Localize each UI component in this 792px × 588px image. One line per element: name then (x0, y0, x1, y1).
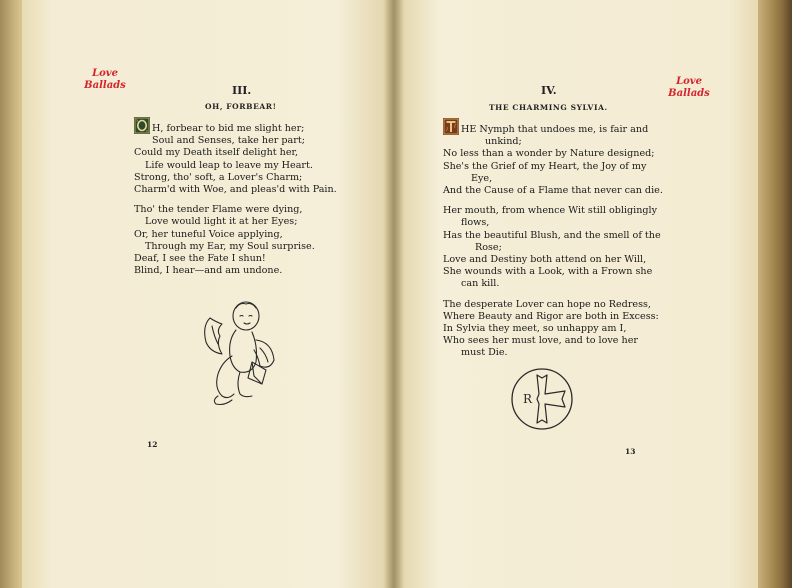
poem-line: Tho' the tender Flame were dying, (134, 204, 303, 216)
poem-line: flows, (461, 217, 490, 229)
poem-line: Life would leap to leave my Heart. (145, 159, 313, 171)
poem-line: must Die. (461, 347, 508, 359)
book-edge-right (758, 0, 792, 588)
book-gutter (384, 0, 404, 588)
poem-line: Could my Death itself delight her, (134, 147, 299, 159)
margin-label-right (664, 76, 714, 100)
printers-mark-icon (509, 366, 575, 432)
poem-title-left: OH, FORBEAR! (205, 102, 277, 111)
poem-line: Love and Destiny both attend on her Will, (443, 254, 647, 266)
poem-line: Through my Ear, my Soul surprise. (145, 240, 315, 252)
poem-line: unkind; (485, 136, 522, 148)
page-number-left: 12 (147, 440, 158, 449)
poem-line: Where Beauty and Rigor are both in Excess: (443, 310, 659, 322)
poem-line: Blind, I hear—and am undone. (134, 265, 283, 277)
page-number-right: 13 (625, 447, 636, 456)
poem-line: Her mouth, from whence Wit still obligingly (443, 205, 658, 217)
poem-line-text: H, forbear to bid me slight her; (152, 123, 305, 134)
poem-right (443, 118, 663, 360)
poem-line: Strong, tho' soft, a Lover's Charm; (134, 171, 303, 183)
poem-line: The desperate Lover can hope no Redress, (443, 298, 651, 310)
poem-line: And the Cause of a Flame that never can die. (443, 185, 663, 197)
margin-label-left-line1: Love (92, 68, 118, 79)
poem-line: Charm'd with Woe, and pleas'd with Pain. (134, 184, 337, 196)
poem-line: Who sees her must love, and to love her (443, 335, 638, 347)
poem-line: No less than a wonder by Nature designed; (443, 148, 655, 160)
printers-mark-letter: R (523, 392, 533, 406)
margin-label-left-line2: Ballads (84, 80, 126, 91)
poem-line: Love would light it at her Eyes; (145, 216, 298, 228)
poem-line: Eye, (471, 172, 493, 184)
poem-line: Soul and Senses, take her part; (152, 135, 305, 147)
cherub-illustration-icon (196, 296, 278, 408)
margin-label-left (82, 68, 128, 92)
poem-title-right: THE CHARMING SYLVIA. (489, 103, 608, 112)
book-edge-left (0, 0, 24, 588)
poem-number-right: IV. (541, 84, 557, 97)
poem-line (134, 117, 337, 135)
poem-line: She wounds with a Look, with a Frown she (443, 266, 653, 278)
poem-line: Or, her tuneful Voice applying, (134, 228, 283, 240)
dropcap-t-icon (443, 118, 459, 135)
poem-line: Deaf, I see the Fate I shun! (134, 253, 266, 265)
poem-line: Has the beautiful Blush, and the smell of the (443, 229, 661, 241)
poem-line: Rose; (475, 241, 502, 253)
dropcap-o-icon (134, 117, 150, 134)
poem-left (134, 117, 337, 277)
poem-line (443, 118, 663, 136)
margin-label-right-line1: Love (676, 76, 702, 87)
left-page (22, 0, 394, 588)
poem-line: can kill. (461, 278, 500, 290)
poem-line: She's the Grief of my Heart, the Joy of my (443, 160, 647, 172)
poem-line-text: HE Nymph that undoes me, is fair and (461, 124, 649, 135)
margin-label-right-line2: Ballads (668, 88, 710, 99)
poem-line: In Sylvia they meet, so unhappy am I, (443, 323, 627, 335)
poem-number-left: III. (232, 84, 252, 97)
